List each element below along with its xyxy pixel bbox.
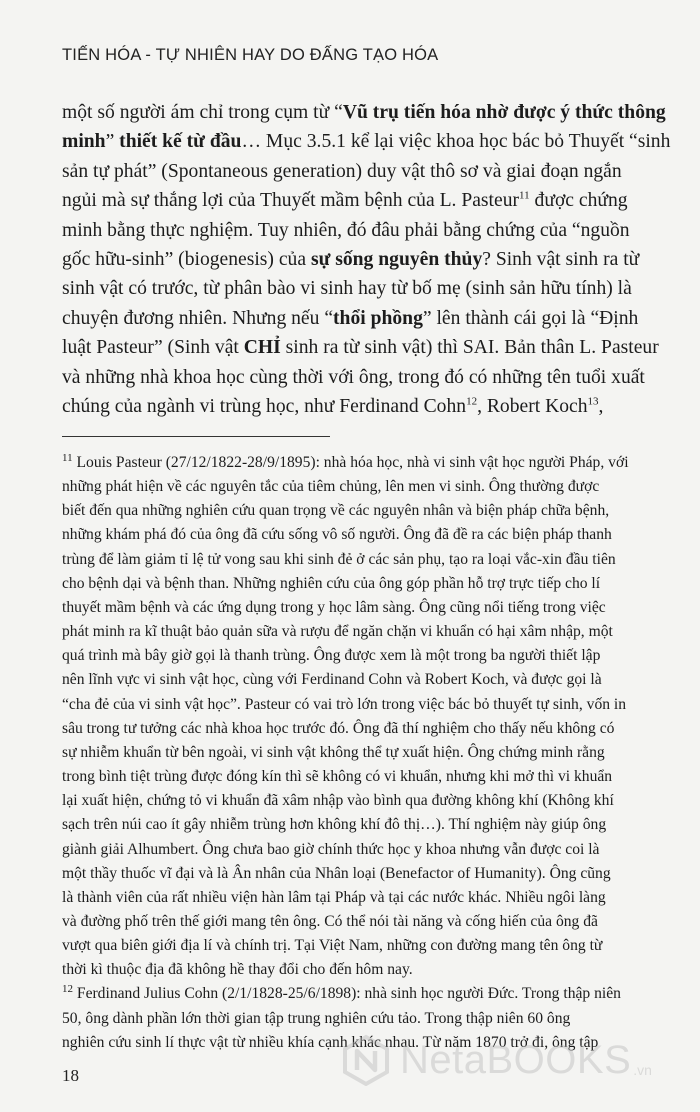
running-header: TIẾN HÓA - TỰ NHIÊN HAY DO ĐẤNG TẠO HÓA	[62, 46, 439, 64]
page-number: 18	[62, 1066, 79, 1085]
footnote-line: là thành viên của rất nhiều viện hàn lâm tại Pháp và tại các nước khác. Nhiều ngôi làng	[62, 888, 606, 906]
footnote-line: sạch trên núi cao ít gây nhiễm trùng hơn không khí đô thị…). Thí nghiệm này giúp ông	[62, 816, 607, 834]
footnote-ref: 11	[519, 189, 530, 202]
footnote-ref: 13	[587, 395, 599, 408]
footnote-line: $^{12}$ Ferdinand Julius Cohn (2/1/1828-25/6/1898): nhà sinh học người Đức. Trong thập niên	[62, 983, 621, 1003]
text-line: sinh vật có trước, từ phân bào vi sinh hay từ bố mẹ (sinh sản hữu tính) là	[62, 278, 632, 300]
footnote-line: quá trình mà bây giờ gọi là thanh trùng. Ông được xem là một trong ba người thiết lập	[62, 647, 601, 665]
footnote-divider	[62, 436, 330, 437]
text-line: chúng của ngành vi trùng học, như Ferdinand Cohn$^{12}$, Robert Koch$^{13}$,	[62, 395, 604, 418]
netabooks-logo-icon	[340, 1034, 392, 1086]
text-line: ngủi mà sự thắng lợi của Thuyết mầm bệnh của L. Pasteur$^{11}$ được chứng	[62, 189, 628, 212]
watermark	[340, 1030, 690, 1090]
text-line: một số người ám chỉ trong cụm từ “Vũ trụ tiến hóa nhờ được ý thức thông	[62, 102, 666, 123]
footnote-line: và đường phố trên thế giới mang tên ông. Có thể nói tài năng và cống hiến của ông đã	[62, 912, 598, 930]
footnote-ref: 12	[466, 395, 478, 408]
text-line: gốc hữu-sinh” (biogenesis) của sự sống nguyên thủy? Sinh vật sinh ra từ	[62, 249, 640, 271]
footnote-line: những phát hiện về các nguyên tắc của tiêm chủng, lên men vi sinh. Ông thường được	[62, 478, 600, 496]
footnote-line: “cha đẻ của vi sinh vật học”. Pasteur có vai trò lớn trong việc bác bỏ thuyết tự sinh, vốn in	[62, 695, 627, 713]
footnote-line: sâu trong tư tưởng các nhà khoa học trước đó. Ông đã thí nghiệm cho thấy nếu không có	[62, 719, 615, 737]
footnote-line: thuyết mầm bệnh và các ứng dụng trong y học lâm sàng. Ông cũng nổi tiếng trong việc	[62, 598, 606, 616]
footnote-line: 50, ông dành phần lớn thời gian tập trung nghiên cứu tảo. Trong thập niên 60 ông	[62, 1009, 571, 1027]
footnote-line: trong bình tiệt trùng được đóng kín thì sẽ không có vi khuẩn, nhưng khi mở thì vi khuẩn	[62, 768, 613, 786]
footnote-line: giành giải Alhumbert. Ông chưa bao giờ chính thức học y khoa nhưng vẫn được coi là	[62, 840, 600, 858]
footnote-line: trùng để làm giảm tỉ lệ tử vong sau khi sinh đẻ ở các sản phụ, tạo ra loại vắc-xin đầu tiên	[62, 550, 616, 568]
text-line: minh bằng thực nghiệm. Tuy nhiên, đó đâu phải bằng chứng của “nguồn	[62, 219, 630, 241]
text-line: và những nhà khoa học cùng thời với ông, trong đó có những tên tuổi xuất	[62, 366, 645, 388]
footnote-line: một thầy thuốc vĩ đại và là Ân nhân của Nhân loại (Benefactor of Humanity). Ông cũng	[62, 864, 611, 882]
footnote-line: lại xuất hiện, chứng tỏ vi khuẩn đã xâm nhập vào bình qua đường không khí (Không khí	[62, 792, 614, 810]
footnotes	[62, 451, 698, 1055]
footnote-line: vượt qua biên giới địa lí và chính trị. Tại Việt Nam, những con đường mang tên ông từ	[62, 937, 603, 955]
footnote-line: $^{11}$ Louis Pasteur (27/12/1822-28/9/1895): nhà hóa học, nhà vi sinh vật học người Pháp, với	[62, 451, 629, 471]
footnote-line: những khám phá đó của ông đã cứu sống vô số người. Ông đã đề ra các biện pháp thanh	[62, 526, 612, 544]
footnote-line: biết đến qua những nghiên cứu quan trọng về các nguyên nhân và biện pháp chữa bệnh,	[62, 502, 610, 520]
footnote-number: 11	[62, 451, 73, 464]
watermark-suffix: .vn	[633, 1062, 652, 1078]
footnote-number: 12	[62, 983, 73, 996]
footnote-line: nên lĩnh vực vi sinh vật học, cùng với Ferdinand Cohn và Robert Koch, và được gọi là	[62, 671, 602, 689]
text-line: luật Pasteur” (Sinh vật CHỈ sinh ra từ sinh vật) thì SAI. Bản thân L. Pasteur	[62, 337, 659, 359]
footnote-line: phát minh ra kĩ thuật bảo quản sữa và rượu để ngăn chặn vi khuẩn có hại xâm nhập, một	[62, 623, 613, 641]
text-line: minh” thiết kế từ đầu… Mục 3.5.1 kể lại việc khoa học bác bỏ Thuyết “sinh	[62, 131, 671, 153]
footnote-11	[62, 451, 698, 982]
watermark-brand: NetaBOOKS	[400, 1037, 632, 1082]
footnote-line: thời kì thuộc địa đã không hề thay đổi cho đến hôm nay.	[62, 961, 413, 979]
body-text	[62, 98, 694, 421]
footnote-line: sự nhiễm khuẩn từ bên ngoài, vi sinh vật không thể tự xuất hiện. Ông chứng minh rằng	[62, 743, 605, 761]
footnote-line: cho bệnh dại và bệnh than. Những nghiên cứu của ông góp phần hỗ trợ trực tiếp cho lí	[62, 574, 601, 592]
footnote-line: nghiên cứu sinh lí thực vật từ nhiều khía cạnh khác nhau. Từ năm 1870 trở đi, ông tập	[62, 1033, 599, 1051]
text-line: sản tự phát” (Spontaneous generation) duy vật thô sơ và giai đoạn ngắn	[62, 160, 622, 182]
text-line: chuyện đương nhiên. Nhưng nếu “thổi phồng” lên thành cái gọi là “Định	[62, 307, 639, 329]
